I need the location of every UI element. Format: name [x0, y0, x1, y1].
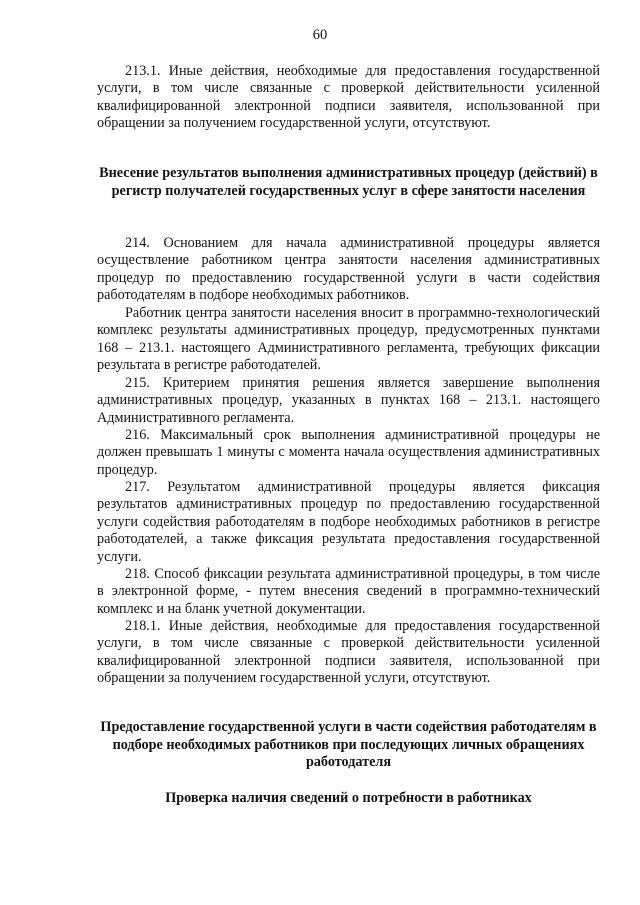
paragraph-218-1: 218.1. Иные действия, необходимые для предоставления государственной услуги, в том числе связанные с проверкой действительности усиленной квалифицированной электронной подписи заявителя, использованной при обращении за получением государственной услуги, отсутствуют. [97, 618, 600, 687]
paragraph-217: 217. Результатом административной процедуры является фиксация результатов административных процедур по предоставлению государственной услуги содействия работодателям в подборе необходимых работников в регистре работодателей, а также фиксация результата предоставления государственной услуги. [97, 479, 600, 565]
paragraph-worker-entry: Работник центра занятости населения вносит в программно-технологический комплекс результаты административных процедур, предусмотренных пунктами 168 – 213.1. настоящего Административного регламента, требующих фиксации результата в регистре работодателей. [97, 305, 600, 374]
page-number: 60 [312, 27, 328, 43]
paragraph-215: 215. Критерием принятия решения является завершение выполнения административных процедур, указанных в пунктах 168 – 213.1. настоящего Административного регламента. [97, 375, 600, 426]
paragraph-214: 214. Основанием для начала административной процедуры является осуществление работником центра занятости населения административных процедур по предоставлению государственной услуги в части содействия работодателям в подборе необходимых работников. [97, 235, 600, 304]
section-heading-registry: Внесение результатов выполнения административных процедур (действий) в регистр получателей государственных услуг в сфере занятости населения [99, 165, 598, 199]
section-heading-repeat-requests: Предоставление государственной услуги в части содействия работодателям в подборе необходимых работников при последующих личных обращениях работодателя [100, 719, 597, 771]
paragraph-213-1: 213.1. Иные действия, необходимые для предоставления государственной услуги, в том числе связанные с проверкой действительности усиленной квалифицированной электронной подписи заявителя, использованной при обращении за получением государственной услуги, отсутствуют. [97, 63, 600, 132]
paragraph-216: 216. Максимальный срок выполнения административной процедуры не должен превышать 1 минуты с момента начала осуществления административных процедур. [97, 427, 600, 478]
paragraph-218: 218. Способ фиксации результата административной процедуры, в том числе в электронной форме, - путем внесения сведений в программно-технический комплекс и на бланк учетной документации. [97, 566, 600, 617]
section-heading-check-needs: Проверка наличия сведений о потребности в работниках [165, 790, 532, 806]
